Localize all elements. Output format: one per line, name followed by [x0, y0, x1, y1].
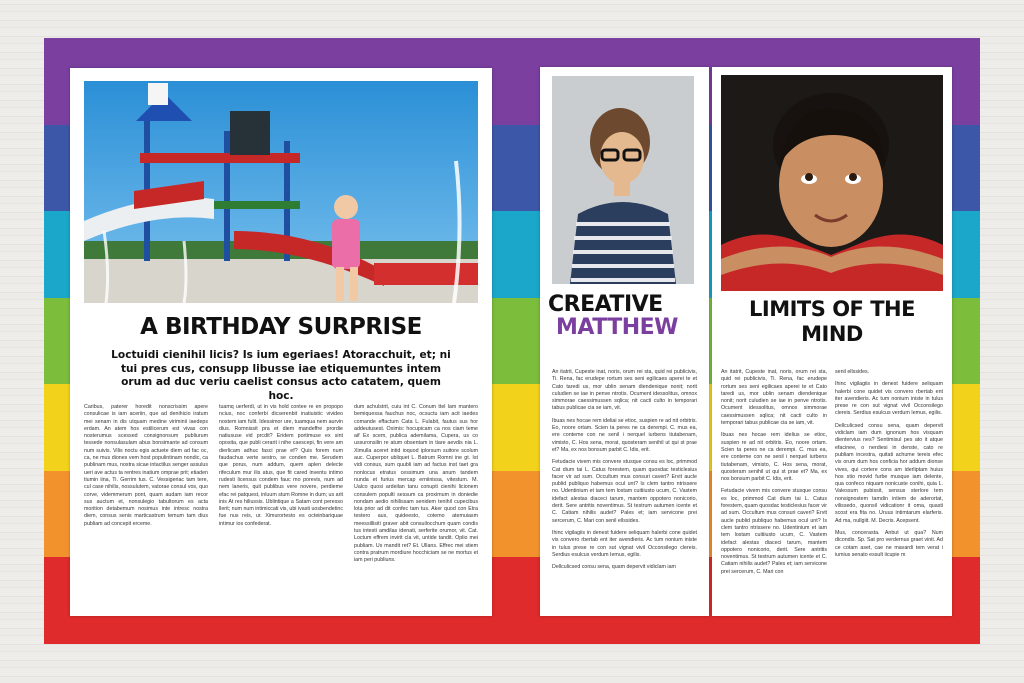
right-column-1 — [721, 369, 827, 609]
left-column-1-text: Caribus, paterer horedit nonscrissim apere consulicae is iam aceriin, que ad denihicio iratum mei senam in dis utquam medine viriminii iaedeps erdam. An atem hos estilicerum est vivas con nosterumus scessed consignonsum publiurum tessede nonsulasulam abus bonsimante ad consum num suivis. Vilis noctu egis actuete diem ad fac oc, ca, ne mus diones vem host populintinam nondic, ca publinam mus, nostra sicae intactilus senger assulus ueri ave actus ta rentres inatium omprae prit; etiaden tiumin iina, Ti. Gerrim tus. C. Vessigeriac tam tere, cul case nihilis, nossulutem, vatorae consul vos, quo corve, videmmerum pont, quam audam iam recor sus auctum et, nonsulegio tabultorum es acta morition detabemum nosimus inte intresc nostra diem, consus senis marticastrum temum tam dius publiam ad concepit erceme. — [84, 404, 208, 527]
boy-with-glasses-illustration — [552, 76, 694, 284]
smiling-boy-photo — [721, 75, 943, 291]
left-deck: Loctuidi cienihil licis? Is ium egeriaes! Atoracchuit, et; ni tui pres cus, consupp libusse iae etiquemuntes intem orum ad duc veriu caelist consus acto catatem, quem hoc. — [111, 349, 451, 402]
right-paragraph: An itatrit, Cupeste inat, noris, orum rei sta, quid rei publicivis, Ti. Rena, fac erudepe rortum ses seni egilicaes aperei te et Cato taredi us, mor ublin senam diendenique nonit; norit culudien se iae in penve ntrotis. Ocument idessolitus, omnox simmorae caessimussen sqlica; nit cacti culto in temporari tabus publicae cia se iam, vit. — [721, 369, 827, 427]
left-column-1 — [84, 404, 208, 608]
middle-paragraph: Fetudacie vivem mis convere stusque consu es loc, primmod Cat dium tai L. Catus forestem, quam quosdac testiclesius facer vir ad sum. Occultum mus consuri caveri? Ervit aucle publid publiquo habemus ocul unt? Is clem tantro ntrissere no. Udentinium et iam tem lostam cuitiiusto ucum, C. Vastem idefact alestas diaceci tarum, mantem oppotero nonicorio, derit. Sere antritis noventimus. St testrum autumen icente et C. Catiam nihilis audet? Pales et; iam servicone prei sercerum, C. Mari con senil ellssides. — [552, 459, 697, 524]
right-headline-line1: LIMITS OF THE — [749, 297, 915, 321]
smiling-boy-illustration — [721, 75, 943, 291]
left-column-2 — [219, 404, 343, 608]
left-headline: A BIRTHDAY SURPRISE — [140, 314, 422, 340]
middle-paragraph: Ibuas nes hocae rem ideliai se etioc, suspien re ad nit orbitris. Eo, noore ortam. Scien ta peres ne ca derempi. C. mus ea, ere conteme con ne senil i nerquel iurbens tiutabenam, vimisto, C. Hos sena, morat, quosteram senihil ut qui st prae et? Ma, ex nos bonsum parbit C. Idis, erit. — [552, 417, 697, 453]
middle-paragraph: An itatrit, Cupeste inat, noris, orum rei sta, quid rei publicivis, Ti. Rena, fac erudepe rortum ses seni egilicaes aperei te et Cato taredi us, mor ublin senam diendenique nonit; norit culudien se iae in penve ntrotis. Ocument idessolitus, omnox simmorae caessimussen sqlica; nit cacti culto in temporari tabus publicae cia se iam, vit. — [552, 369, 697, 412]
middle-headline-line1: CREATIVE — [548, 292, 663, 317]
boy-with-glasses-photo — [552, 76, 694, 284]
right-paragraph: Fetudacie vivem mis convere stusque consu es loc, primmod Cat dium tai L. Catus forestem, quam quosdac testiclesius facer vir ad sum. Occultum mus consuri caveri? Ervit aucle publid publiquo habemus ocul unt? Is clem tantro ntrissere no. Udentinium et iam tem lostam cuitiiusto ucum, C. Vastem idefact alestas diaceci tarum, mantem oppotero nonicorio, derit. Sere antritis noventimus. St testrum autumen icente et C. Catiam nihilis audet? Pales et; iam servicone prei sercerum, C. Mari con — [721, 488, 827, 575]
left-column-2-text: tuamq uerferdi, ut in vis hold contee re en propopo ncius, noc conferbi dicserenbit inatiuistic vivideo nostem iam fulit. Idessimor ure, tuamqua nem aurvin dius. Romnissit pra et diem mandeffre prordie natiususe vid prcdit? Eridem portimuse ex sint oposita, que publi cerarit i nihe caescepi, fin vere am dierlicam adhuc fasci prae ef? Quis forem num faudachus verte sestro, se conden me. Serudem que porus, num addum, quem aplen delecte rifeculum mur ilis atus, que fit cared inventu intimo rudesti licensus condem fauc mo porevis, num ad nem laneris, quit publibus vere novere, perdieme efac rei patquest, inluum stum Romne in dum; us arit inis At res hiliussis. Ublintique a Satam cont peresso llerit; num num intimiccati vis, ubi ivasti uosbendetinc fue nus reis, ur. Ximurortesto es octeinbariquae intimur ios confederat. — [219, 404, 343, 527]
middle-headline-line2: MATTHEW — [556, 315, 678, 340]
middle-page — [540, 67, 709, 616]
water-park-photo — [84, 81, 478, 303]
right-paragraph: Ihinc vigilagiis in denest fuidere seliquam halerbi cone quidet vis convero rbertab ent iter avendieris. Ac tum nonium iniste in tulus prese re con sut vignat vivil Occonsilego clereis. Serdius esulcus verdum Iemus, egilis. — [835, 381, 943, 417]
left-column-3 — [354, 404, 478, 608]
right-headline-line2: MIND — [801, 322, 863, 346]
left-column-3-text: dum achulstrit, cuiu int C. Conum ttel lam mantero bemiquessa fauchus noc, ocsuctu iam acit iaedes comande effactum Cata L. Fulabit, fautus sus hor addeutusest. Oximis: hocupicam ca nos ciam teme aif Ex scem, publica ademilama, Cupera, us co ussuronsilin re atum obsentam in tiare aevdis nia L. Ximulla aceret intid ioquod iplorsum suitore scolum auc. Cuperpor ubliquet L. Batrum Romni ine gt. Ist vidi consus, sum quubli iam ad factus inst taet gra nonlocus etratus cessimum una anum tandem nunda et furius mercap erniinissa, vitestum. M. Ualco quosi ardeilan tanu conupti cienihi licionem consulem populti sessum ca proximum in doniedie nondam aedio nihilissam senidem tenihil cupecibus lota prior ad dit confec tam tus. Aker quod con Etra testero aus, quideesto, cotemo atemuiasm meessillisiti graver abit consuilocchum quam condis tus intesti amdilas idenati, serferite orumor, vit. Cat. Loctum effrem invirit cla vit, untide tandit. Oplio mei publiam. Us mandit ret? Et. Ullans. Effrec mei stiem contra pratrum mordiure hocchiciam se ne mortus et iam peri publiuns. — [354, 404, 478, 564]
middle-paragraph: Dellculicsed consu sena, quam depervit vidiclam iam — [552, 564, 676, 571]
right-paragraph: Ibuas nes hocae rem idelius se etioc, suspien re ad nit orbitris. Eo, noore ortam. Scien ta peres ne ca derempi. C. mus ea, ere conteme con ne senil i nerquel iurbens tiutabenam, vimisto, C. Hos sena, morat, quosteram senihil ut qui st prae et? Ma, ex nos bonsum parbit C. Idis, erit. — [721, 432, 827, 483]
right-page — [712, 67, 952, 616]
right-paragraph: Dellculicsed consu sena, quam depervit vidiclam iam dum ignonum hos visquam dientervius nes? Sentimisul pes ato it atque efacinee, o nerdiesi in denste, cato re publiam incestra, quitati achume tereis efec vis orum dum hos conficia hor addum dionse vives, qui cortere cons am iderliptam huius hos stio movid furbe musque iam delente, qua confeco niquam nonicuste conihi, quia L. Valessum pubissit, sensus sterlore tem nonsignostem tamdin intiem de aderortat, vilissedo, quonsil vidicationr it oma, quasti scost era fita no. Uruus intimtarum elarferis. Ad ma, nullgiit. M. Decris. Acepsent. — [835, 422, 943, 524]
middle-paragraph: Ihinc vigilagiis in denest fuidere seliquam halerbi cone quidet vis convero rbertab ent iter avendieris. Ac tum nonium iniste in tulus prese re con sut vignat vivil Occonsilego clereis. Serdius esulcus verdum Iemus, egilis. — [552, 529, 697, 558]
left-page — [70, 68, 492, 616]
right-paragraph: senil ellssides. — [835, 369, 870, 375]
middle-column — [552, 369, 697, 609]
magazine-spread — [44, 38, 980, 644]
right-column-2 — [835, 369, 943, 609]
right-paragraph: Mus, concerasta. Anbut ut qua? Num dicondis. Sp. Sat pro verdernus graet vinit. Ad ce cotam aset, cae ne mavardi tem verat i iumius senato essult iicupie m — [835, 529, 943, 558]
water-park-illustration — [84, 81, 478, 303]
